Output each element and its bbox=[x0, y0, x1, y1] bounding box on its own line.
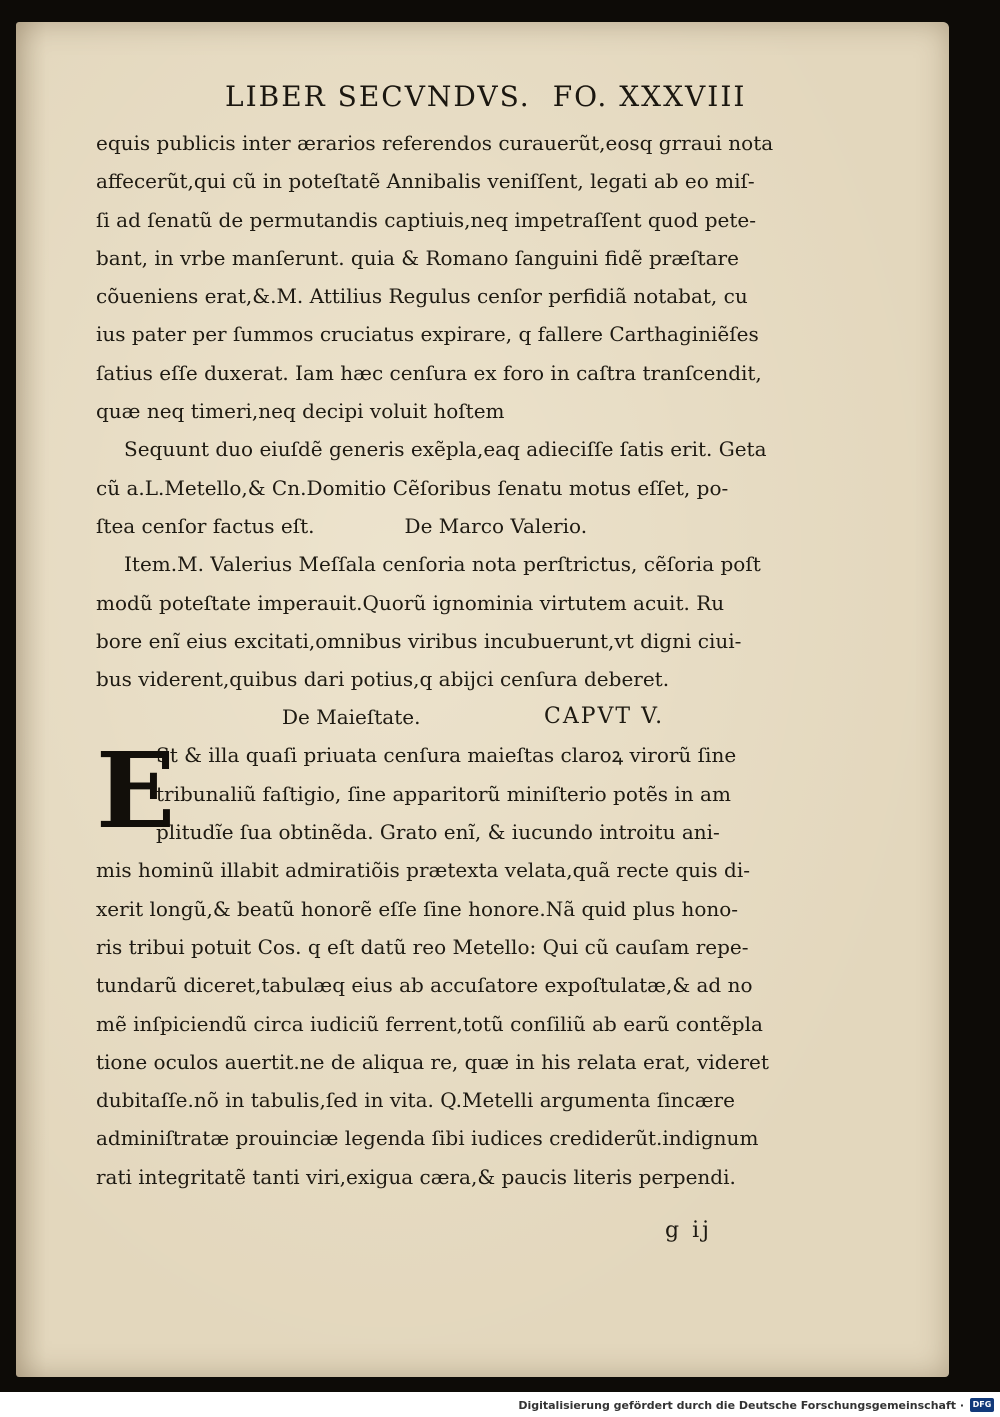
text-line: tione oculos auertit.ne de aliqua re, quæ in his relata erat, videret bbox=[96, 1049, 769, 1074]
text-line: tribunaliũ faſtigio, ſine apparitorũ miniſterio potẽs in am bbox=[156, 781, 731, 806]
text-line: quæ neq timeri,neq decipi voluit hoſtem bbox=[96, 399, 505, 424]
text-line: modũ poteſtate imperauit.Quorũ ignominia virtutem acuit. Ru bbox=[96, 590, 725, 615]
page-text bbox=[96, 124, 796, 1196]
paragraph-with-initial bbox=[96, 729, 796, 853]
text-line: Sequunt duo eiuſdẽ generis exẽpla,eaq adieciſſe ſatis erit. Geta bbox=[124, 437, 767, 462]
text-line: cõueniens erat,&.M. Attilius Regulus cenſor perfidiã notabat, cu bbox=[96, 284, 748, 309]
text-line: ſtea cenſor factus eſt. bbox=[96, 513, 315, 538]
signature-mark: g ij bbox=[665, 1218, 712, 1243]
text-line: ris tribui potuit Cos. q eſt datũ reo Metello: Qui cũ cauſam repe- bbox=[96, 934, 749, 959]
text-line: mis hominũ illabit admiratiõis prætexta velata,quã recte quis di- bbox=[96, 858, 751, 883]
credit-text: Digitalisierung gefördert durch die Deutsche Forschungsgemeinschaft · bbox=[518, 1398, 964, 1412]
text-line: plitudĩe ſua obtinẽda. Grato enĩ, & iucundo introitu ani- bbox=[156, 820, 720, 845]
text-line: bant, in vrbe manſerunt. quia & Romano ſanguini fidẽ præſtare bbox=[96, 245, 739, 270]
text-line: cũ a.L.Metello,& Cn.Domitio Cẽſoribus ſenatu motus eſſet, po- bbox=[96, 475, 729, 500]
text-line: equis publicis inter ærarios referendos curauerũt,eosq grraui nota bbox=[96, 131, 774, 155]
text-line: bus viderent,quibus dari potius,q abijci cenſura deberet. bbox=[96, 667, 670, 692]
text-line-with-subhead bbox=[96, 507, 796, 545]
text-line: Item.M. Valerius Meſſala cenſoria nota perſtrictus, cẽſoria poſt bbox=[124, 552, 761, 577]
text-line: St & illa quaſi priuata cenſura maieſtas claroꝝ virorũ ſine bbox=[156, 743, 737, 768]
text-line: bore enĩ eius excitati,omnibus viribus incubuerunt,vt digni ciui- bbox=[96, 628, 742, 653]
text-line: xerit longũ,& beatũ honorẽ eſſe ſine honore.Nã quid plus hono- bbox=[96, 896, 739, 921]
text-line: ius pater per ſummos cruciatus expirare, q fallere Carthaginiẽſes bbox=[96, 322, 759, 347]
chapter-number: CAPVT V. bbox=[544, 704, 665, 730]
running-head-title: LIBER SECVNDVS. bbox=[225, 80, 531, 113]
digitization-credit bbox=[518, 1396, 994, 1414]
text-line: dubitaſſe.nõ in tabulis,ſed in vita. Q.Metelli argumenta ſincære bbox=[96, 1088, 735, 1113]
chapter-title: De Maieſtate. bbox=[282, 705, 421, 730]
text-line: mẽ inſpiciendũ circa iudiciũ ferrent,totũ conſiliũ ab earũ contẽpla bbox=[96, 1011, 763, 1036]
text-line: tundarũ diceret,tabulæq eius ab accuſatore expoſtulatæ,& ad no bbox=[96, 973, 753, 998]
dfg-logo[interactable]: DFG bbox=[970, 1398, 994, 1412]
text-line: rati integritatẽ tanti viri,exigua cæra,& paucis literis perpendi. bbox=[96, 1164, 736, 1189]
text-line: ſi ad ſenatũ de permutandis captiuis,neq impetraſſent quod pete- bbox=[96, 207, 756, 232]
text-line: adminiſtratæ prouinciæ legenda ſibi iudices crediderũt.indignum bbox=[96, 1126, 759, 1151]
text-line: affecerũt,qui cũ in poteſtatẽ Annibalis veniſſent, legati ab eo miſ- bbox=[96, 169, 755, 194]
text-line: ſatius eſſe duxerat. Iam hæc cenſura ex foro in caſtra tranſcendit, bbox=[96, 360, 762, 385]
folio-number: FO. XXXVIII bbox=[552, 80, 747, 113]
decorated-initial: E bbox=[96, 729, 176, 853]
running-head bbox=[225, 80, 746, 113]
chapter-heading bbox=[96, 698, 796, 736]
section-heading-marco-valerio: De Marco Valerio. bbox=[404, 513, 588, 538]
